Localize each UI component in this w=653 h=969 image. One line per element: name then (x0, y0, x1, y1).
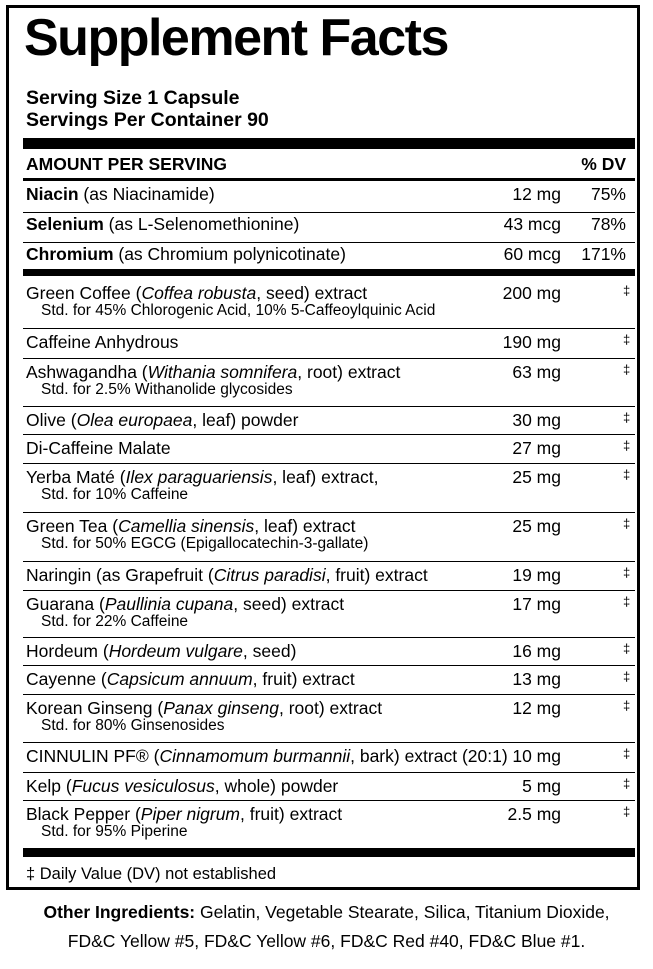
serving-size: Serving Size 1 Capsule (26, 87, 240, 109)
ingredient-detail: ( (107, 516, 119, 536)
vitamin-row (26, 244, 346, 264)
ingredient-row (26, 565, 428, 585)
ingredient-latin-name: Olea europaea (76, 410, 193, 430)
nutrient-name: Chromium (26, 244, 114, 264)
ingredient-detail: ( (130, 283, 142, 303)
ingredient-row (26, 283, 367, 303)
other-ingredients-line-2: FD&C Yellow #5, FD&C Yellow #6, FD&C Red #40, FD&C Blue #1. (67, 931, 586, 951)
ingredient-standardization: Std. for 80% Ginsenosides (41, 717, 225, 734)
ingredient-name: Korean Ginseng (26, 698, 153, 718)
row-divider (23, 212, 635, 213)
ingredient-row (26, 438, 171, 458)
servings-per-container: Servings Per Container 90 (26, 109, 269, 131)
ingredient-amount: 200 mg (502, 283, 561, 303)
ingredient-dv-dagger: ‡ (623, 332, 631, 347)
ingredient-standardization: Std. for 22% Caffeine (41, 613, 189, 630)
nutrient-name: Selenium (26, 214, 104, 234)
ingredient-detail: , seed) (242, 641, 297, 661)
ingredient-row (26, 804, 342, 824)
ingredient-detail: , root) extract (278, 698, 383, 718)
ingredient-amount: 16 mg (512, 641, 561, 661)
ingredient-name: Naringin (26, 565, 92, 585)
ingredient-dv-dagger: ‡ (623, 641, 631, 656)
ingredient-latin-name: Withania somnifera (147, 362, 298, 382)
nutrient-amount: 60 mcg (503, 244, 561, 264)
ingredient-name: Olive (26, 410, 66, 430)
amount-per-serving-header: AMOUNT PER SERVING (26, 154, 227, 174)
row-divider (23, 463, 635, 464)
row-divider (23, 406, 635, 407)
ingredient-latin-name: Ilex paraguariensis (125, 467, 273, 487)
ingredient-row (26, 698, 382, 718)
nutrient-dv: 78% (590, 214, 626, 234)
ingredient-detail: (as Grapefruit ( (91, 565, 214, 585)
ingredient-standardization: Std. for 45% Chlorogenic Acid, 10% 5-Caffeoylquinic Acid (41, 302, 436, 319)
row-divider (23, 665, 635, 666)
ingredient-amount: 17 mg (512, 594, 561, 614)
ingredient-detail: ( (96, 669, 107, 689)
ingredient-amount: 5 mg (522, 776, 561, 796)
ingredient-detail: ( (65, 410, 77, 430)
ingredient-standardization: Std. for 2.5% Withanolide glycosides (41, 381, 293, 398)
thick-divider-bottom (23, 848, 635, 857)
nutrient-form: (as L-Selenomethionine) (103, 214, 300, 234)
ingredient-amount: 12 mg (512, 698, 561, 718)
row-divider (23, 242, 635, 243)
ingredient-name: Yerba Maté (26, 467, 115, 487)
ingredient-row (26, 594, 344, 614)
ingredient-amount: 25 mg (512, 516, 561, 536)
ingredient-name: CINNULIN PF® (26, 746, 149, 766)
ingredient-latin-name: Panax ginseng (163, 698, 279, 718)
ingredient-latin-name: Camellia sinensis (118, 516, 255, 536)
vitamin-row (26, 184, 215, 204)
ingredient-standardization: Std. for 95% Piperine (41, 823, 188, 840)
ingredient-row (26, 641, 296, 661)
nutrient-amount: 12 mg (512, 184, 561, 204)
other-ingredients-text-1: Gelatin, Vegetable Stearate, Silica, Titanium Dioxide, (195, 902, 610, 922)
ingredient-dv-dagger: ‡ (623, 410, 631, 425)
ingredient-detail: ( (136, 362, 148, 382)
row-divider (23, 800, 635, 801)
ingredient-name: Green Coffee (26, 283, 131, 303)
ingredient-dv-dagger: ‡ (623, 804, 631, 819)
ingredient-row (26, 362, 400, 382)
ingredient-name: Caffeine Anhydrous (26, 332, 179, 352)
ingredient-name: Green Tea (26, 516, 108, 536)
ingredient-dv-dagger: ‡ (623, 669, 631, 684)
header-divider (23, 178, 635, 181)
ingredient-latin-name: Citrus paradisi (213, 565, 326, 585)
ingredient-amount: 13 mg (512, 669, 561, 689)
ingredient-dv-dagger: ‡ (623, 565, 631, 580)
ingredient-detail: , leaf) extract (254, 516, 356, 536)
row-divider (23, 358, 635, 359)
ingredient-detail: , seed) extract (233, 594, 345, 614)
ingredient-amount: 63 mg (512, 362, 561, 382)
ingredient-row (26, 746, 508, 766)
ingredient-row (26, 669, 355, 689)
ingredient-row (26, 467, 378, 487)
row-divider (23, 328, 635, 329)
ingredient-amount: 27 mg (512, 438, 561, 458)
thick-divider-top (23, 138, 635, 149)
ingredient-detail: ( (114, 467, 126, 487)
ingredient-name: Di-Caffeine Malate (26, 438, 171, 458)
ingredient-amount: 190 mg (502, 332, 561, 352)
ingredient-dv-dagger: ‡ (623, 746, 631, 761)
ingredient-dv-dagger: ‡ (623, 594, 631, 609)
ingredient-detail: ( (61, 776, 72, 796)
row-divider (23, 772, 635, 773)
ingredient-detail: , seed) extract (256, 283, 368, 303)
ingredient-dv-dagger: ‡ (623, 467, 631, 482)
row-divider (23, 590, 635, 591)
ingredient-dv-dagger: ‡ (623, 283, 631, 298)
ingredient-detail: , fruit) extract (240, 804, 343, 824)
ingredient-dv-dagger: ‡ (623, 438, 631, 453)
dv-footnote: ‡ Daily Value (DV) not established (26, 865, 277, 883)
ingredient-detail: ( (97, 641, 109, 661)
ingredient-amount: 10 mg (512, 746, 561, 766)
ingredient-standardization: Std. for 10% Caffeine (41, 486, 189, 503)
ingredient-dv-dagger: ‡ (623, 776, 631, 791)
ingredient-row (26, 516, 355, 536)
nutrient-form: (as Niacinamide) (78, 184, 215, 204)
ingredient-detail: , fruit) extract (325, 565, 428, 585)
ingredient-latin-name: Paullinia cupana (104, 594, 234, 614)
ingredient-detail: , root) extract (297, 362, 401, 382)
vitamin-row (26, 214, 299, 234)
ingredient-latin-name: Hordeum vulgare (108, 641, 243, 661)
ingredient-latin-name: Coffea robusta (141, 283, 257, 303)
nutrient-dv: 171% (581, 244, 626, 264)
ingredient-dv-dagger: ‡ (623, 362, 631, 377)
ingredient-amount: 30 mg (512, 410, 561, 430)
ingredient-detail: ( (152, 698, 164, 718)
ingredient-name: Guarana (26, 594, 95, 614)
ingredient-latin-name: Fucus vesiculosus (71, 776, 215, 796)
row-divider (23, 561, 635, 562)
ingredient-detail: , bark) extract (20:1) (350, 746, 508, 766)
ingredient-detail: , fruit) extract (252, 669, 355, 689)
ingredient-name: Hordeum (26, 641, 98, 661)
ingredient-row (26, 776, 338, 796)
ingredient-detail: ( (94, 594, 105, 614)
row-divider (23, 512, 635, 513)
ingredient-name: Cayenne (26, 669, 97, 689)
ingredient-detail: , whole) powder (214, 776, 339, 796)
ingredient-detail: , leaf) extract, (272, 467, 379, 487)
ingredient-amount: 25 mg (512, 467, 561, 487)
nutrient-name: Niacin (26, 184, 79, 204)
ingredient-name: Kelp (26, 776, 62, 796)
ingredient-latin-name: Cinnamomum burmannii (159, 746, 351, 766)
ingredient-detail: ( (130, 804, 141, 824)
ingredient-name: Ashwagandha (26, 362, 137, 382)
ingredient-detail: , leaf) powder (192, 410, 299, 430)
ingredient-row (26, 332, 178, 352)
other-ingredients-label: Other Ingredients: (43, 902, 196, 922)
supplement-facts-panel (6, 5, 640, 890)
row-divider (23, 694, 635, 695)
nutrient-amount: 43 mcg (503, 214, 561, 234)
row-divider (23, 637, 635, 638)
thick-divider-middle (23, 269, 635, 276)
ingredient-dv-dagger: ‡ (623, 698, 631, 713)
other-ingredients-line-1 (0, 900, 653, 924)
ingredient-latin-name: Capsicum annuum (106, 669, 253, 689)
ingredient-dv-dagger: ‡ (623, 516, 631, 531)
nutrient-dv: 75% (590, 184, 626, 204)
nutrient-form: (as Chromium polynicotinate) (113, 244, 346, 264)
row-divider (23, 742, 635, 743)
ingredient-amount: 19 mg (512, 565, 561, 585)
ingredient-detail: ( (148, 746, 160, 766)
ingredient-name: Black Pepper (26, 804, 131, 824)
ingredient-row (26, 410, 298, 430)
ingredient-standardization: Std. for 50% EGCG (Epigallocatechin-3-gallate) (41, 535, 369, 552)
ingredient-amount: 2.5 mg (507, 804, 561, 824)
panel-title: Supplement Facts (24, 9, 448, 67)
row-divider (23, 434, 635, 435)
ingredient-latin-name: Piper nigrum (140, 804, 241, 824)
percent-dv-header: % DV (581, 154, 626, 174)
